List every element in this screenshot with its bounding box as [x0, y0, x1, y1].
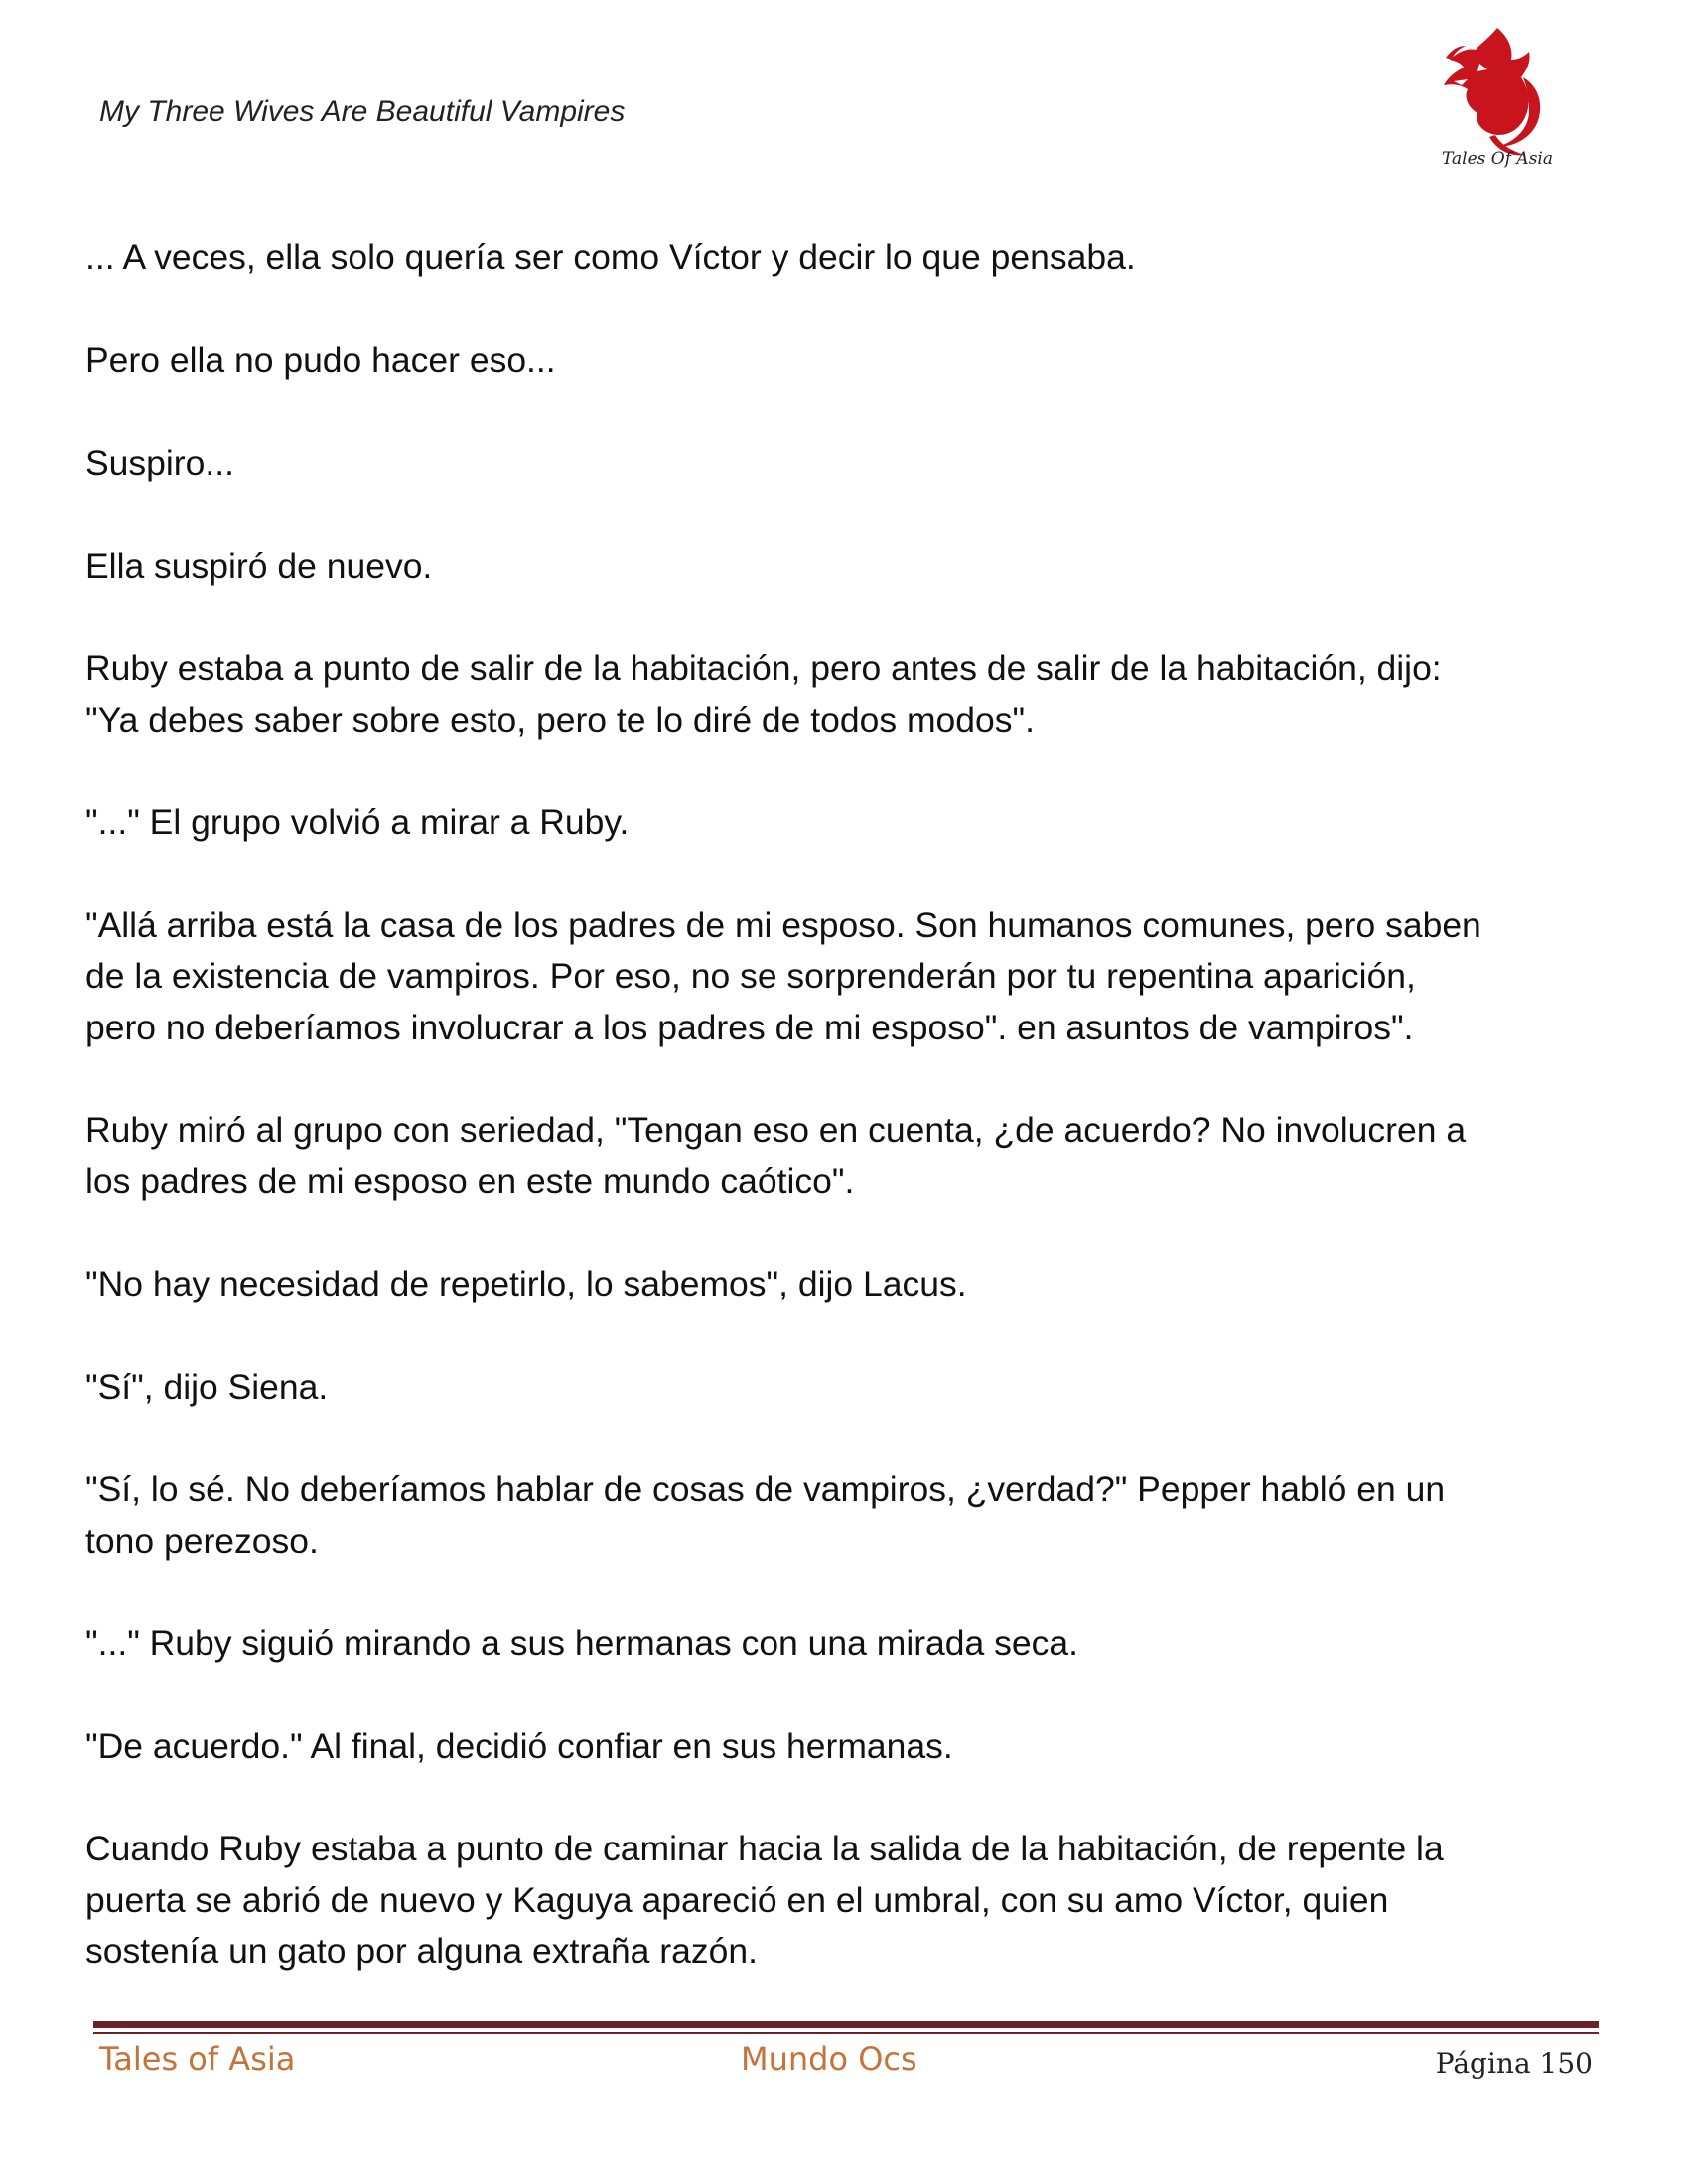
paragraph: "Allá arriba está la casa de los padres de mi esposo. Son humanos comunes, pero saben de la existencia de vampiros. Por eso, no se sorprenderán por tu repentina aparición, pero no deberíamos involucrar a los padres de mi esposo". en asuntos de vampiros".	[85, 904, 1481, 1047]
logo-wordmark: Tales Of Asia	[1442, 149, 1553, 169]
footer-divider-thin	[93, 2032, 1599, 2034]
paragraph: Ella suspiró de nuevo.	[85, 545, 433, 586]
paragraph: Pero ella no pudo hacer eso...	[85, 340, 556, 380]
tales-of-asia-logo	[1428, 20, 1567, 179]
paragraph: Ruby miró al grupo con seriedad, "Tengan eso en cuenta, ¿de acuerdo? No involucren a los padres de mi esposo en este mundo caótico".	[85, 1110, 1467, 1201]
page-number: Página 150	[1435, 2047, 1593, 2080]
header-book-title: My Three Wives Are Beautiful Vampires	[99, 95, 626, 128]
paragraph: Ruby estaba a punto de salir de la habitación, pero antes de salir de la habitación, dijo: "Ya debes saber sobre esto, pero te lo diré de todos modos".	[85, 648, 1442, 740]
paragraph: "..." Ruby siguió mirando a sus hermanas con una mirada seca.	[85, 1623, 1078, 1663]
paragraph: "No hay necesidad de repetirlo, lo sabemos", dijo Lacus.	[85, 1264, 967, 1303]
footer-section-name: Mundo Ocs	[741, 2040, 917, 2078]
paragraph: "Sí", dijo Siena.	[85, 1366, 329, 1407]
paragraph: "Sí, lo sé. No deberíamos hablar de cosas de vampiros, ¿verdad?" Pepper habló en un tono perezoso.	[85, 1469, 1446, 1561]
chapter-body	[85, 232, 1615, 2029]
paragraph: "De acuerdo." Al final, decidió confiar en sus hermanas.	[85, 1725, 953, 1766]
paragraph: ... A veces, ella solo quería ser como Víctor y decir lo que pensaba.	[85, 237, 1136, 277]
footer-divider	[93, 2021, 1599, 2028]
paragraph: "..." El grupo volvió a mirar a Ruby.	[85, 802, 630, 842]
paragraph: Cuando Ruby estaba a punto de caminar hacia la salida de la habitación, de repente la puerta se abrió de nuevo y Kaguya apareció en el umbral, con su amo Víctor, quien sostenía un gato por alguna extraña razón.	[85, 1829, 1444, 1971]
footer-site-name: Tales of Asia	[99, 2040, 296, 2078]
paragraph: Suspiro...	[85, 443, 234, 482]
